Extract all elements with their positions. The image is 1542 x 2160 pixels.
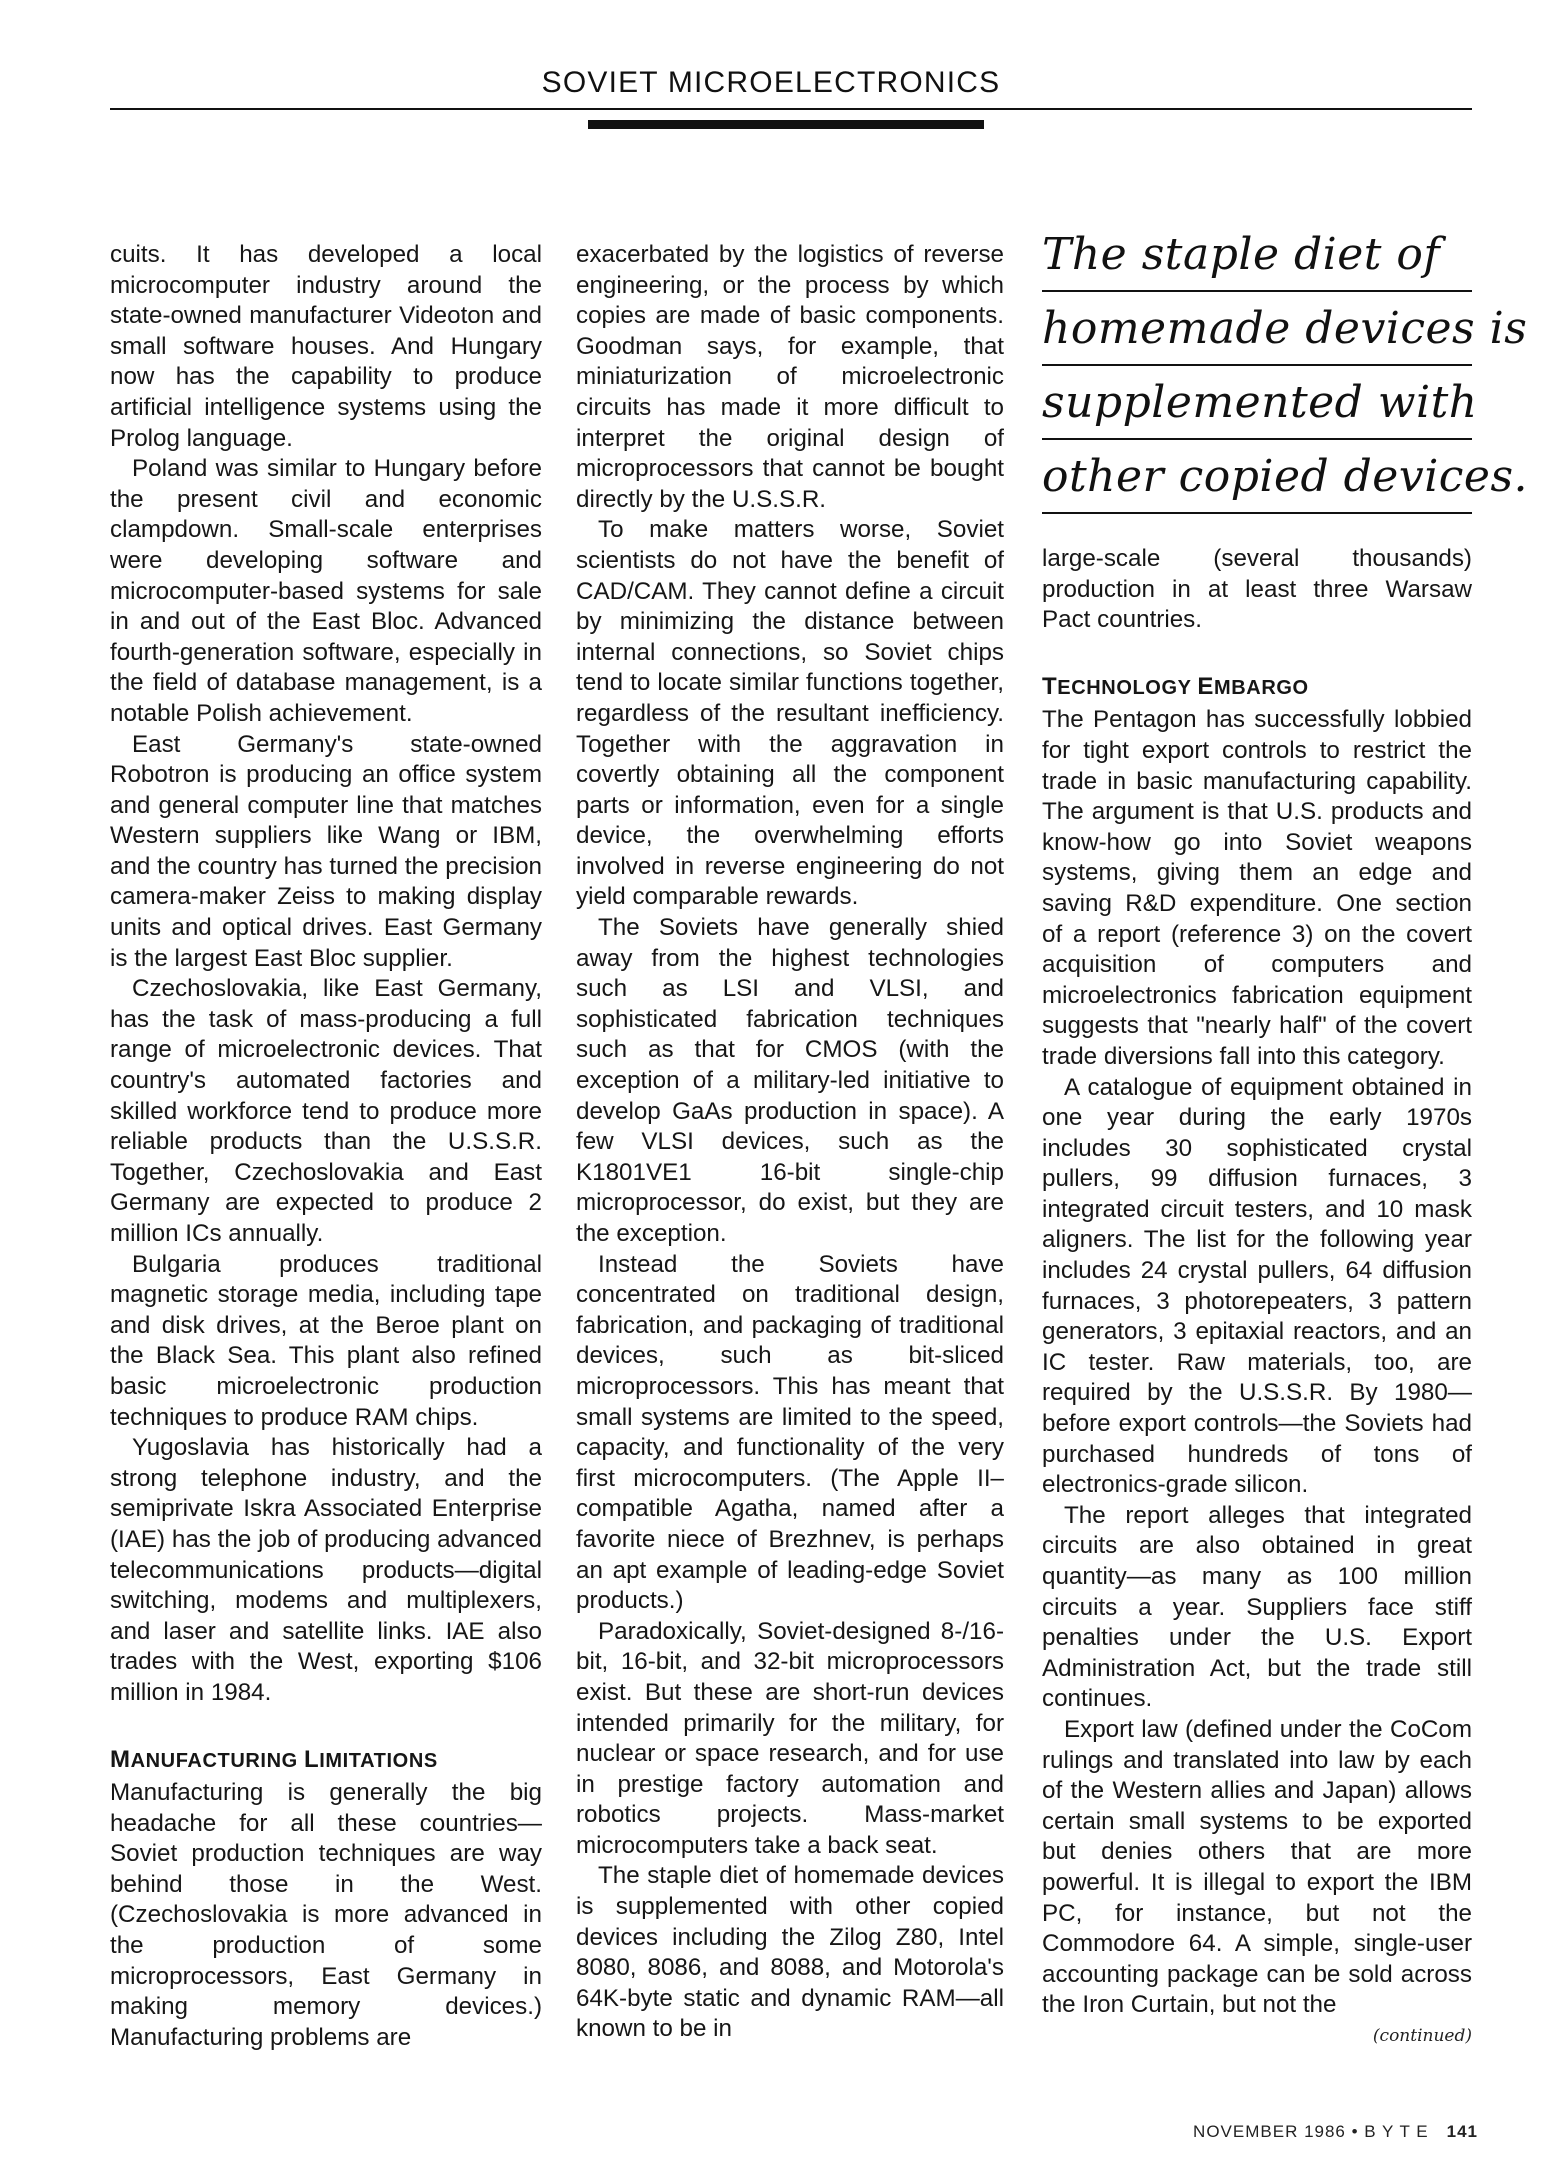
paragraph: Yugoslavia has historically had a strong telephone industry, and the semiprivate Iskra Associated Enterprise (IAE) has the job of producing advanced telecommunications products—digital switching, modems and multiplexers, and laser and satellite links. IAE also trades with the West, exporting $106 million in 1984. <box>110 1434 542 1706</box>
paragraph: cuits. It has developed a local microcomputer industry around the state-owned manufacturer Videoton and small software houses. And Hungary now has the capability to produce artificial intelligence systems using the Prolog language. <box>110 241 542 452</box>
running-header: SOVIET MICROELECTRONICS <box>541 66 1001 99</box>
pull-quote-rule <box>1042 438 1472 440</box>
pull-quote-line: The staple diet of <box>1042 229 1441 280</box>
paragraph: The staple diet of homemade devices is supplemented with other copied devices including the Zilog Z80, Intel 8080, 8086, and 8088, and Motorola's 64K-byte static and dynamic RAM—all known to be in <box>576 1862 1004 2043</box>
column-2 <box>576 240 1004 2045</box>
paragraph: The report alleges that integrated circuits are also obtained in great quantity—as many as 100 million circuits a year. Suppliers face stiff penalties under the U.S. Export Administration Act, but the trade still continues. <box>1042 1501 1472 1713</box>
page-number: 141 <box>1446 2122 1478 2141</box>
continued-note: (continued) <box>1372 2026 1472 2046</box>
pull-quote-rule <box>1042 512 1472 514</box>
pull-quote-line: supplemented with <box>1042 377 1478 428</box>
paragraph: Poland was similar to Hungary before the present civil and economic clampdown. Small-scale enterprises were developing software and microcomputer-based systems for sale in and out of the East Bloc. Advanced fourth-generation software, especially in the field of database management, is a notable Polish achievement. <box>110 455 542 727</box>
paragraph: Paradoxically, Soviet-designed 8-/16-bit, 16-bit, and 32-bit microprocessors exist. But these are short-run devices intended primarily for the military, for nuclear or space research, and for use in prestige factory automation and robotics projects. Mass-market microcomputers take a back seat. <box>576 1617 1004 1859</box>
column-1 <box>110 240 542 2053</box>
column-3 <box>1042 544 1472 2021</box>
paragraph: Export law (defined under the CoCom rulings and translated into law by each of the Western allies and Japan) allows certain small systems to be exported but denies others that are more powerful. It is illegal to export the IBM PC, for instance, but not the Commodore 64. A simple, single-user accounting package can be sold across the Iron Curtain, but not the <box>1042 1715 1472 2019</box>
paragraph: Manufacturing is generally the big headache for all these countries—Soviet production techniques are way behind those in the West. (Czechoslovakia is more advanced in the production of some microprocessors, East Germany in making memory devices.) Manufacturing problems are <box>110 1779 542 2051</box>
paragraph: large-scale (several thousands) production in at least three Warsaw Pact countries. <box>1042 545 1472 634</box>
paragraph: The Pentagon has successfully lobbied for tight export controls to restrict the trade in basic manufacturing capability. The argument is that U.S. products and know-how go into Soviet weapons systems, giving them an edge and saving R&D expenditure. One section of a report (reference 3) on the covert acquisition of computers and microelectronics fabrication equipment suggests that "nearly half" of the covert trade diversions fall into this category. <box>1042 706 1472 1070</box>
pull-quote-rule <box>1042 290 1472 292</box>
paragraph: Instead the Soviets have concentrated on traditional design, fabrication, and packaging of traditional devices, such as bit-sliced microprocessors. This has meant that small systems are limited to the speed, capacity, and functionality of the very first microcomputers. (The Apple II–compatible Agatha, named after a favorite niece of Brezhnev, is perhaps an apt example of leading-edge Soviet products.) <box>576 1250 1004 1615</box>
header-bar <box>588 120 984 129</box>
section-heading-technology-embargo: TECHNOLOGY EMBARGO <box>1042 672 1309 700</box>
paragraph: The Soviets have generally shied away from the highest technologies such as LSI and VLSI, and sophisticated fabrication techniques such as that for CMOS (with the exception of a military-led initiative to develop GaAs production in space). A few VLSI devices, such as the K1801VE1 16-bit single-chip microprocessor, do exist, but they are the exception. <box>576 914 1004 1247</box>
pull-quote-line: other copied devices. <box>1042 451 1529 502</box>
paragraph: Czechoslovakia, like East Germany, has the task of mass-producing a full range of microelectronic devices. That country's automated factories and skilled workforce tend to produce more reliable products than the U.S.S.R. Together, Czechoslovakia and East Germany are expected to produce 2 million ICs annually. <box>110 975 542 1247</box>
issue-label: NOVEMBER 1986 • B Y T E <box>1193 2122 1429 2141</box>
pull-quote-rule <box>1042 364 1472 366</box>
paragraph: A catalogue of equipment obtained in one year during the early 1970s includes 30 sophisticated crystal pullers, 99 diffusion furnaces, 3 integrated circuit testers, and 10 mask aligners. The list for the following year includes 24 crystal pullers, 64 diffusion furnaces, 3 photorepeaters, 3 pattern generators, 3 epitaxial reactors, and an IC tester. Raw materials, too, are required by the U.S.S.R. By 1980—before export controls—the Soviets had purchased hundreds of tons of electronics-grade silicon. <box>1042 1073 1472 1499</box>
paragraph: exacerbated by the logistics of reverse engineering, or the process by which copies are made of basic components. Goodman says, for example, that miniaturization of microelectronic circuits has made it more difficult to interpret the original design of microprocessors that cannot be bought directly by the U.S.S.R. <box>576 241 1004 513</box>
pull-quote <box>1042 229 1529 526</box>
paragraph: East Germany's state-owned Robotron is producing an office system and general computer line that matches Western suppliers like Wang or IBM, and the country has turned the precision camera-maker Zeiss to making display units and optical drives. East Germany is the largest East Bloc supplier. <box>110 730 542 972</box>
header-rule <box>110 108 1472 110</box>
paragraph: Bulgaria produces traditional magnetic storage media, including tape and disk drives, at the Beroe plant on the Black Sea. This plant also refined basic microelectronic production techniques to produce RAM chips. <box>110 1250 542 1431</box>
paragraph: To make matters worse, Soviet scientists do not have the benefit of CAD/CAM. They cannot define a circuit by minimizing the distance between internal connections, so Soviet chips tend to locate similar functions together, regardless of the resultant inefficiency. Together with the aggravation in covertly obtaining all the component parts or information, even for a single device, the overwhelming efforts involved in reverse engineering do not yield comparable rewards. <box>576 516 1004 911</box>
page-footer <box>1000 2122 1478 2142</box>
section-heading-manufacturing-limitations: MANUFACTURING LIMITATIONS <box>110 1745 438 1773</box>
pull-quote-line: homemade devices is <box>1042 303 1528 354</box>
